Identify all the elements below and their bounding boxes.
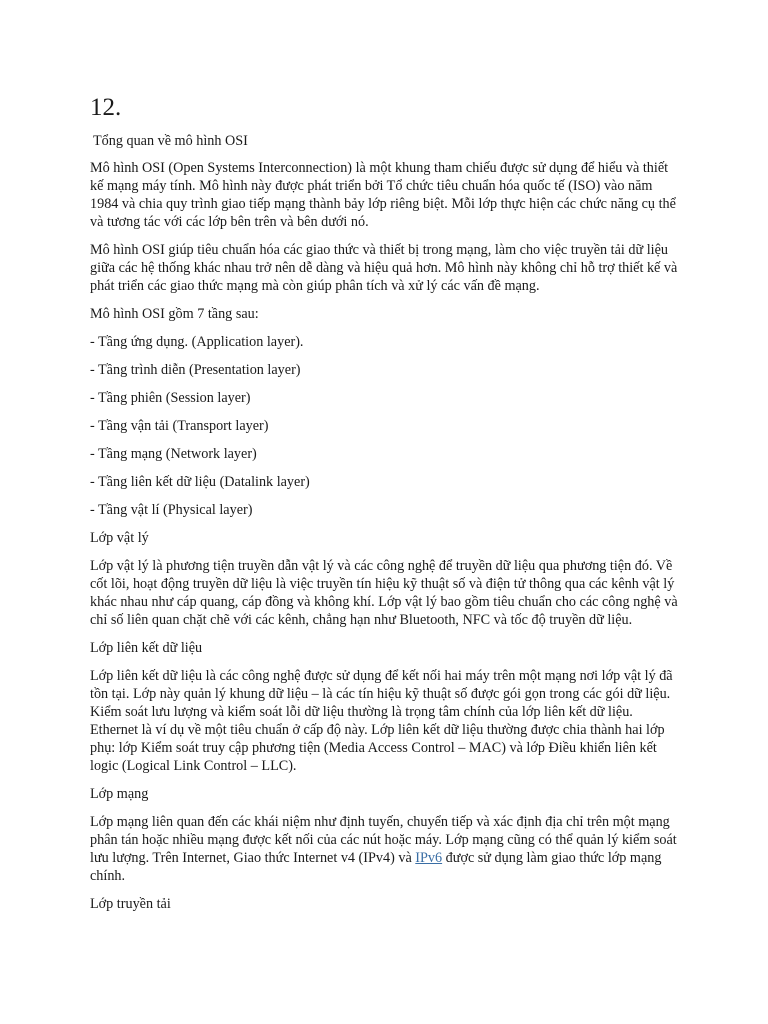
ipv6-link[interactable]: IPv6 <box>415 850 443 866</box>
physical-layer-paragraph: Lớp vật lý là phương tiện truyền dẫn vật lý và các công nghệ để truyền dữ liệu qua phương tiện đó. Về cốt lõi, hoạt động truyền dữ liệu là việc truyền tín hiệu kỹ thuật số và điện tử thông qua các kênh vật lý khác nhau như cáp quang, cáp đồng và không khí. Lớp vật lý bao gồm tiêu chuẩn cho các công nghệ và chỉ số liên quan chặt chẽ với các kênh, chẳng hạn như Bluetooth, NFC và tốc độ truyền dữ liệu. <box>90 558 678 628</box>
intro-paragraph-3: Mô hình OSI gồm 7 tầng sau: <box>90 306 259 322</box>
intro-paragraph-1: Mô hình OSI (Open Systems Interconnection) là một khung tham chiếu được sử dụng để hiểu và thiết kế mạng máy tính. Mô hình này được phát triển bởi Tổ chức tiêu chuẩn hóa quốc tế (ISO) vào năm 1984 và chia quy trình giao tiếp mạng thành bảy lớp riêng biệt. Mỗi lớp thực hiện các chức năng cụ thể và tương tác với các lớp bên trên và bên dưới nó. <box>90 160 676 230</box>
intro-paragraph-2: Mô hình OSI giúp tiêu chuẩn hóa các giao thức và thiết bị trong mạng, làm cho việc truyền tải dữ liệu giữa các hệ thống khác nhau trở nên dễ dàng và hiệu quả hơn. Mô hình này không chỉ hỗ trợ thiết kế và phát triển các giao thức mạng mà còn giúp phân tích và xử lý các vấn đề mạng. <box>90 242 678 294</box>
network-layer-paragraph <box>90 813 680 885</box>
transport-layer-title: Lớp truyền tải <box>90 896 171 912</box>
document-subtitle: Tổng quan về mô hình OSI <box>93 133 248 149</box>
layer-list-item-transport: - Tầng vận tải (Transport layer) <box>90 418 269 434</box>
layer-list-item-application: - Tầng ứng dụng. (Application layer). <box>90 334 304 350</box>
physical-layer-title: Lớp vật lý <box>90 530 149 546</box>
layer-list-item-presentation: - Tầng trình diễn (Presentation layer) <box>90 362 301 378</box>
network-text-before-link: Lớp mạng liên quan đến các khái niệm như định tuyến, chuyển tiếp và xác định địa chỉ trên một mạng phân tán hoặc nhiều mạng được kết nối của các nút hoặc máy. Lớp mạng cũng có thể quản lý kiểm soát lưu lượng. Trên Internet, Giao thức Internet v4 (IPv4) và <box>90 814 677 866</box>
layer-list-item-network: - Tầng mạng (Network layer) <box>90 446 257 462</box>
network-text-after-link: được sử dụng làm giao thức lớp mạng chính. <box>90 850 662 884</box>
network-layer-title: Lớp mạng <box>90 786 149 802</box>
layer-list-item-datalink: - Tầng liên kết dữ liệu (Datalink layer) <box>90 474 310 490</box>
layer-list-item-physical: - Tầng vật lí (Physical layer) <box>90 502 253 518</box>
section-number: 12. <box>90 94 122 121</box>
datalink-layer-paragraph: Lớp liên kết dữ liệu là các công nghệ được sử dụng để kết nối hai máy trên một mạng nơi lớp vật lý đã tồn tại. Lớp này quản lý khung dữ liệu – là các tín hiệu kỹ thuật số được gói gọn trong các gói dữ liệu. Kiểm soát lưu lượng và kiểm soát lỗi dữ liệu thường là trọng tâm chính của lớp liên kết dữ liệu. Ethernet là ví dụ về một tiêu chuẩn ở cấp độ này. Lớp liên kết dữ liệu thường được chia thành hai lớp phụ: lớp Kiểm soát truy cập phương tiện (Media Access Control – MAC) và lớp Điều khiển liên kết logic (Logical Link Control – LLC). <box>90 668 673 774</box>
layer-list-item-session: - Tầng phiên (Session layer) <box>90 390 251 406</box>
datalink-layer-title: Lớp liên kết dữ liệu <box>90 640 203 656</box>
